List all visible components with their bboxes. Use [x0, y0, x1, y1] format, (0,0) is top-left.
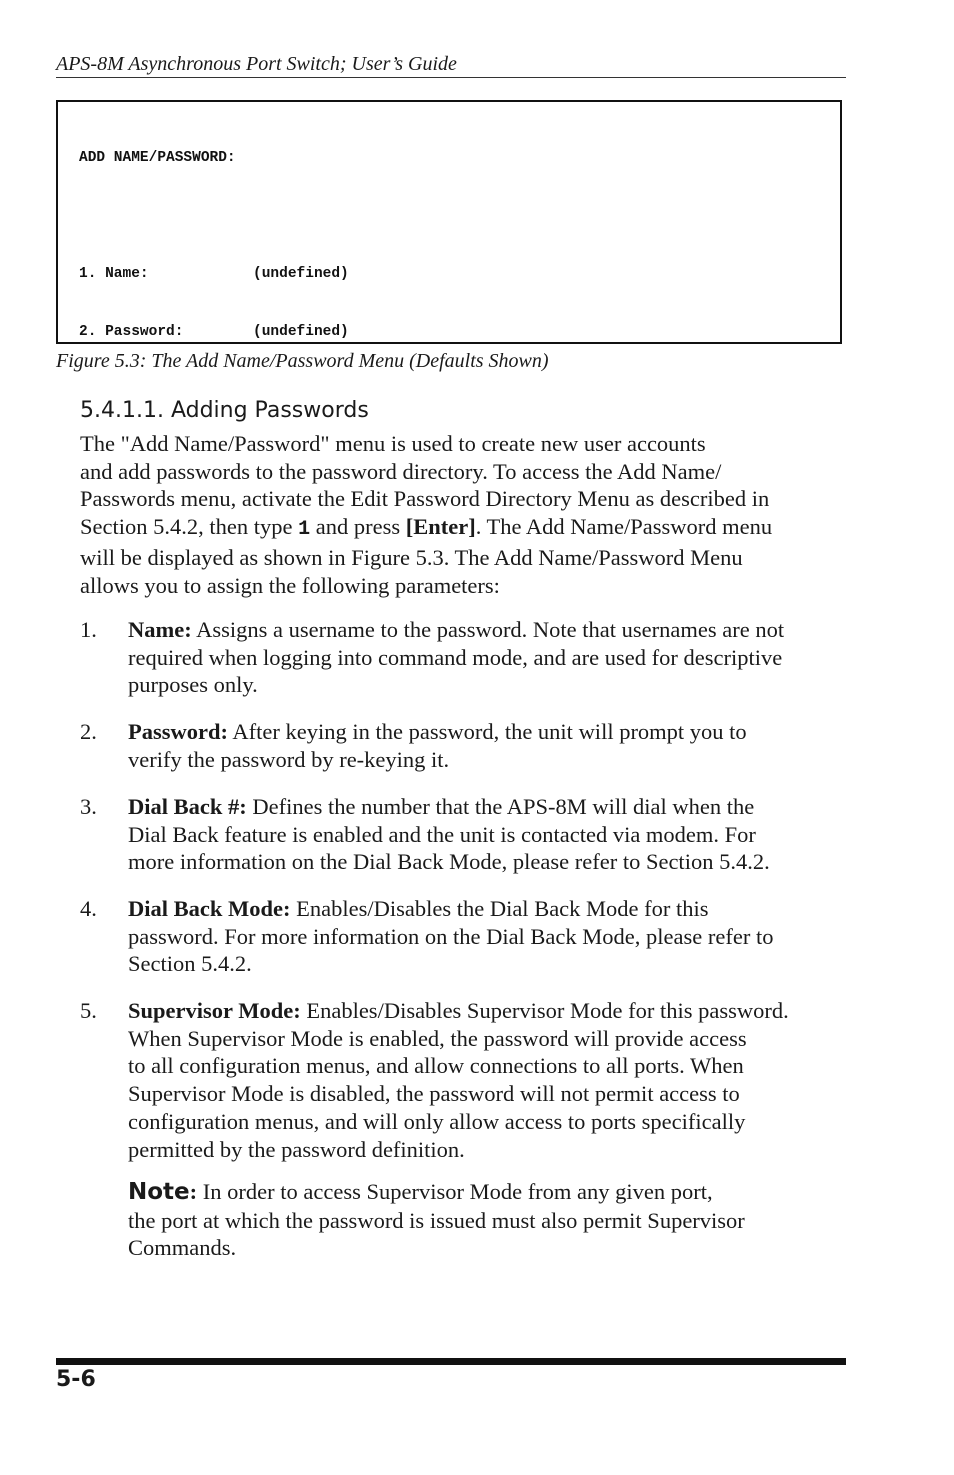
text-run: Enables/Disables the Dial Back Mode for this — [290, 896, 709, 921]
page-number: 5-6 — [56, 1367, 96, 1392]
text-line: permitted by the password definition. — [128, 1136, 465, 1162]
running-header: APS-8M Asynchronous Port Switch; User’s Guide — [56, 52, 846, 78]
note-block — [128, 1178, 848, 1262]
menu-option-password: 2. Password: (undefined) — [79, 324, 349, 341]
item-label: Dial Back Mode: — [128, 896, 291, 921]
text-run: After keying in the password, the unit will prompt you to — [228, 719, 747, 744]
item-label: Password: — [128, 719, 228, 744]
text-line — [128, 895, 850, 923]
footer-rule — [56, 1358, 846, 1365]
text-run: In order to access Supervisor Mode from any given port, — [197, 1179, 713, 1204]
text-line: required when logging into command mode, and are used for descriptive — [128, 644, 783, 670]
text-line: configuration menus, and will only allow access to ports specifically — [128, 1108, 746, 1134]
text-line: When Supervisor Mode is enabled, the password will provide access — [128, 1025, 747, 1051]
list-number: 3. — [80, 794, 97, 819]
menu-blank-line — [79, 207, 840, 226]
text-line: password. For more information on the Dial Back Mode, please refer to — [128, 923, 774, 949]
text-line — [128, 616, 850, 644]
menu-title-line: ADD NAME/PASSWORD: — [79, 149, 236, 166]
section-heading: 5.4.1.1. Adding Passwords — [80, 398, 369, 423]
intro-paragraph — [80, 430, 848, 599]
item-label: Supervisor Mode: — [128, 998, 301, 1023]
text-line — [80, 513, 848, 544]
list-number: 5. — [80, 998, 97, 1023]
text-run: Defines the number that the APS-8M will dial when the — [246, 794, 755, 819]
note-colon: : — [189, 1179, 198, 1204]
text-line: Section 5.4.2. — [128, 951, 252, 977]
text-line: The "Add Name/Password" menu is used to create new user accounts — [80, 431, 706, 456]
text-run: and press — [310, 514, 406, 540]
text-line — [128, 718, 850, 746]
text-line: and add passwords to the password directory. To access the Add Name/ — [80, 458, 722, 484]
list-number: 2. — [80, 719, 97, 744]
text-run: Assigns a username to the password. Note that usernames are not — [191, 617, 785, 642]
terminal-menu-figure — [56, 100, 842, 344]
text-line: to all configuration menus, and allow connections to all ports. When — [128, 1053, 744, 1079]
text-line: the port at which the password is issued must also permit Supervisor — [128, 1207, 745, 1233]
menu-option-name: 1. Name: (undefined) — [79, 266, 349, 283]
text-line — [128, 793, 850, 821]
text-line: allows you to assign the following parameters: — [80, 572, 500, 598]
list-number: 1. — [80, 617, 97, 642]
text-line: will be displayed as shown in Figure 5.3. The Add Name/Password Menu — [80, 544, 743, 570]
item-label: Dial Back #: — [128, 794, 247, 819]
figure-caption: Figure 5.3: The Add Name/Password Menu (Defaults Shown) — [56, 350, 549, 372]
text-line: Dial Back feature is enabled and the unit is contacted via modem. For — [128, 821, 756, 847]
text-line — [128, 997, 850, 1025]
note-label: Note — [128, 1179, 190, 1205]
text-line — [128, 1178, 848, 1207]
text-line: purposes only. — [128, 672, 258, 698]
text-run: . The Add Name/Password menu — [475, 514, 773, 540]
text-line: more information on the Dial Back Mode, please refer to Section 5.4.2. — [128, 849, 770, 875]
text-line: Commands. — [128, 1235, 237, 1261]
text-line: Supervisor Mode is disabled, the password will not permit access to — [128, 1081, 740, 1107]
text-run: Section 5.4.2, then type — [80, 514, 299, 540]
text-line: verify the password by re-keying it. — [128, 746, 450, 772]
key-enter: [Enter] — [405, 514, 476, 540]
text-line: Passwords menu, activate the Edit Password Directory Menu as described in — [80, 486, 770, 512]
key-1: 1 — [298, 518, 311, 542]
item-label: Name: — [128, 617, 192, 642]
text-run: Enables/Disables Supervisor Mode for this password. — [300, 998, 789, 1023]
list-number: 4. — [80, 896, 97, 921]
